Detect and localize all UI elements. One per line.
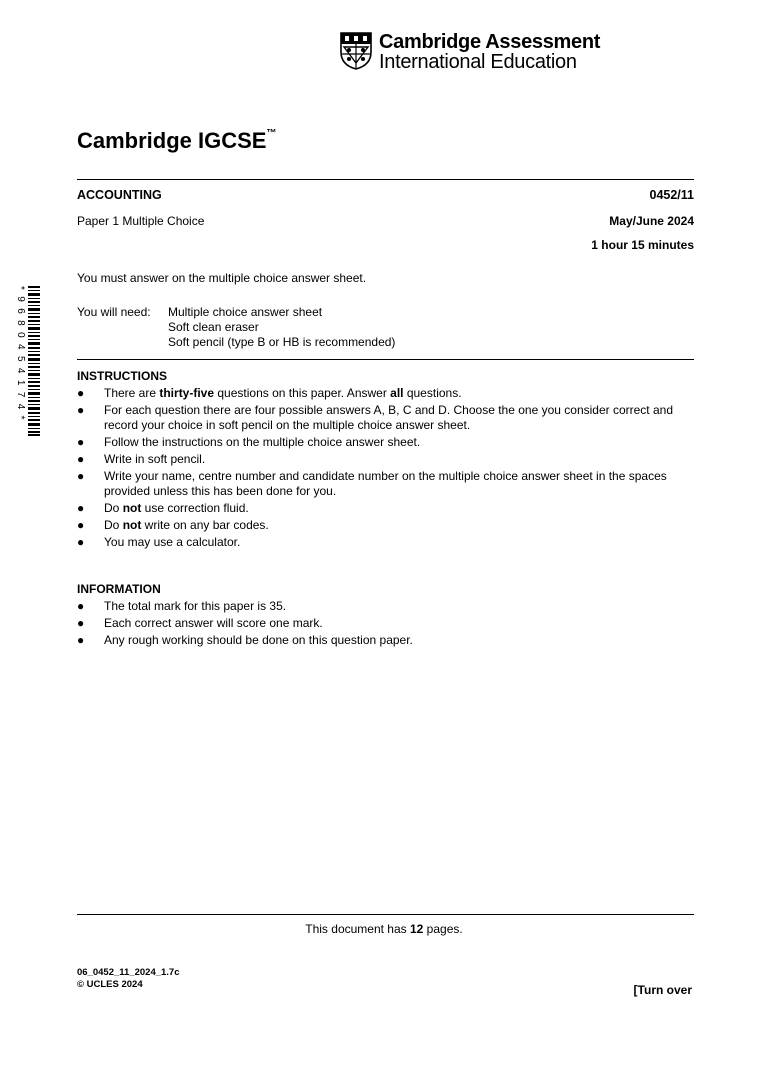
equipment-item: Multiple choice answer sheet: [168, 305, 323, 319]
exam-session: May/June 2024: [609, 214, 694, 228]
barcode-graphic: [28, 286, 40, 436]
bullet-icon: ●: [77, 501, 85, 515]
bullet-icon: ●: [77, 469, 85, 483]
footer-divider: [77, 914, 694, 915]
copyright: © UCLES 2024: [77, 979, 143, 990]
list-item: [77, 616, 697, 631]
text-run: This document has: [305, 922, 410, 936]
text-run-bold: not: [122, 501, 142, 515]
list-item: [77, 633, 697, 648]
bullet-icon: ●: [77, 518, 85, 532]
list-item: [77, 599, 697, 614]
text-run: write on any bar codes.: [141, 518, 269, 532]
text-run: questions.: [403, 386, 462, 400]
list-item: [77, 535, 697, 550]
list-item: [77, 469, 697, 499]
list-item: [77, 403, 697, 433]
text-run: Do: [104, 501, 123, 515]
page-count: 12: [409, 922, 424, 936]
answer-instruction: You must answer on the multiple choice answer sheet.: [77, 271, 367, 285]
list-item: [77, 501, 697, 516]
cambridge-logo: [340, 31, 601, 76]
text-run-bold: thirty-five: [159, 386, 215, 400]
list-item: [77, 435, 697, 450]
text-run: Write your name, centre number and candidate number on the multiple choice answer sheet in the spaces provided unless this has been done for you.: [104, 469, 667, 498]
information-list: [77, 599, 697, 650]
list-item: [77, 518, 697, 533]
top-divider: [77, 179, 694, 180]
document-id-block: [77, 967, 180, 991]
cambridge-crest-icon: [340, 32, 372, 70]
text-run: There are: [104, 386, 160, 400]
text-run: You may use a calculator.: [104, 535, 241, 549]
qualification-name: Cambridge IGCSE: [77, 128, 267, 153]
page-count-note: [0, 922, 768, 936]
instructions-heading: INSTRUCTIONS: [77, 369, 167, 383]
bullet-icon: ●: [77, 435, 85, 449]
text-run: The total mark for this paper is 35.: [104, 599, 287, 613]
text-run: Each correct answer will score one mark.: [104, 616, 323, 630]
list-item: [77, 386, 697, 401]
document-id: 06_0452_11_2024_1.7c: [77, 967, 180, 978]
org-name-line2: International Education: [379, 51, 577, 73]
bullet-icon: ●: [77, 599, 85, 613]
bullet-icon: ●: [77, 616, 85, 630]
subject-name: ACCOUNTING: [77, 188, 162, 202]
text-run: Do: [104, 518, 123, 532]
bullet-icon: ●: [77, 452, 85, 466]
exam-duration: 1 hour 15 minutes: [591, 238, 694, 252]
bullet-icon: ●: [77, 535, 85, 549]
org-name-line1: Cambridge Assessment: [379, 31, 601, 53]
instructions-divider: [77, 359, 694, 360]
qualification-title: [77, 128, 276, 154]
equipment-label: You will need:: [77, 305, 151, 319]
text-run: For each question there are four possible answers A, B, C and D. Choose the one you consider correct and record your choice in soft pencil on the multiple choice answer sheet.: [104, 403, 673, 432]
equipment-item: Soft clean eraser: [168, 320, 259, 334]
barcode: [28, 286, 40, 436]
equipment-list: [168, 305, 395, 350]
text-run: questions on this paper. Answer: [214, 386, 391, 400]
instructions-list: [77, 386, 697, 552]
trademark-symbol: ™: [266, 127, 277, 139]
bullet-icon: ●: [77, 386, 85, 400]
list-item: [77, 452, 697, 467]
text-run: Write in soft pencil.: [104, 452, 206, 466]
text-run-bold: not: [122, 518, 142, 532]
text-run: pages.: [423, 922, 463, 936]
barcode-number: [12, 286, 26, 436]
text-run: use correction fluid.: [141, 501, 249, 515]
paper-code: 0452/11: [649, 188, 694, 202]
equipment-item: Soft pencil (type B or HB is recommended): [168, 335, 396, 349]
information-heading: INFORMATION: [77, 582, 161, 596]
turn-over-note: [Turn over: [633, 983, 692, 997]
text-run: Any rough working should be done on this question paper.: [104, 633, 413, 647]
text-run-bold: all: [390, 386, 404, 400]
bullet-icon: ●: [77, 633, 85, 647]
text-run: Follow the instructions on the multiple choice answer sheet.: [104, 435, 421, 449]
bullet-icon: ●: [77, 403, 85, 417]
paper-title: Paper 1 Multiple Choice: [77, 214, 205, 228]
barcode-digits: * 9 6 8 0 4 5 4 1 7 4 *: [15, 286, 26, 422]
